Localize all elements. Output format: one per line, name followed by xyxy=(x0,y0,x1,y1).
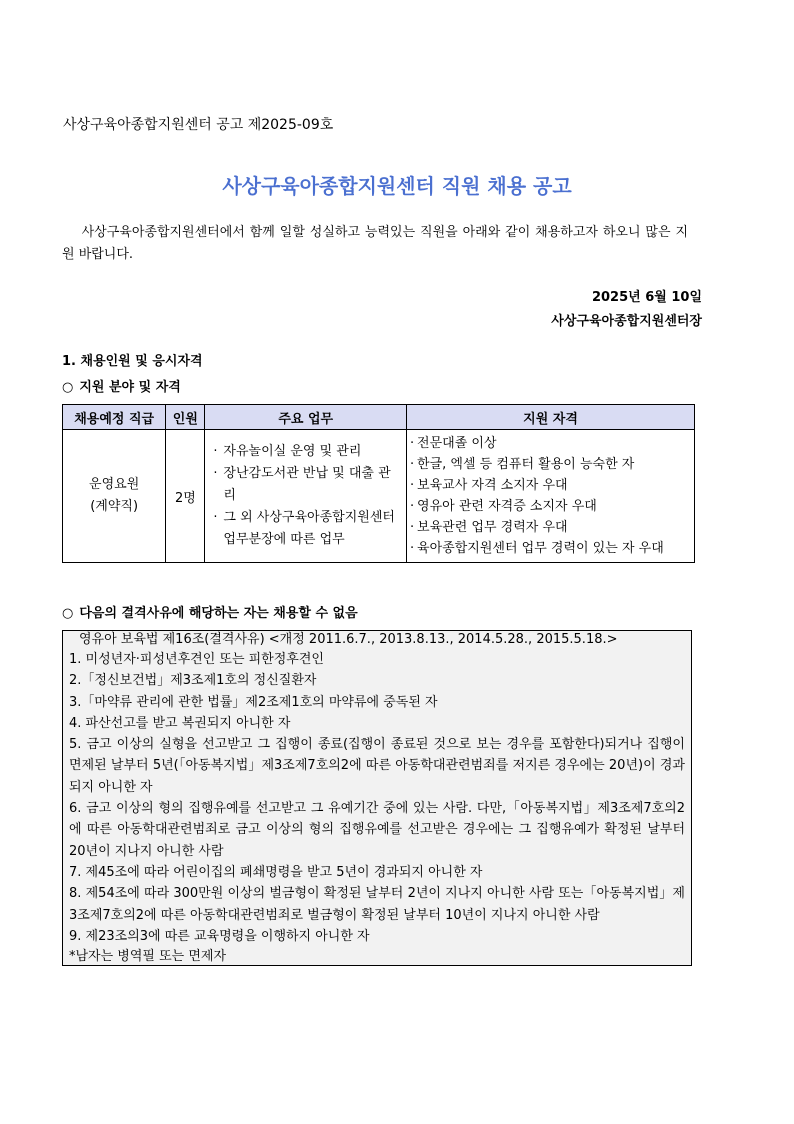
qualification-item: · 영유아 관련 자격증 소지자 우대 xyxy=(407,496,690,517)
subheading-text: 지원 분야 및 자격 xyxy=(79,380,181,395)
circle-bullet: ○ xyxy=(62,380,74,395)
column-header: 지원 자격 xyxy=(407,405,695,430)
column-header: 주요 업무 xyxy=(205,405,407,430)
qualification-item: · 한글, 엑셀 등 컴퓨터 활용이 능숙한 자 xyxy=(407,454,690,475)
qualification-item: · 전문대졸 이상 xyxy=(407,433,690,454)
task-item: · 장난감도서관 반납 및 대출 관리 xyxy=(207,463,400,507)
subheading xyxy=(62,376,181,395)
disqualification-box xyxy=(62,630,692,966)
column-header: 채용예정 직급 xyxy=(63,405,166,430)
law-header: 영유아 보육법 제16조(결격사유) <개정 2011.6.7., 2013.8.13., 2014.5.28., 2015.5.18.> xyxy=(79,632,618,647)
list-item: 5. 금고 이상의 실형을 선고받고 그 집행이 종료(집행이 종료된 것으로 보는 경우를 포함한다)되거나 집행이 면제된 날부터 5년(「아동복지법」제3조제7호의2에 따른 아동학대관련범죄를 저지른 경우에는 20년)이 경과되지 아니한 자 xyxy=(69,737,685,795)
headcount-cell: 2명 xyxy=(166,430,205,563)
list-item: 3.「마약류 관리에 관한 법률」제2조제1호의 마약류에 중독된 자 xyxy=(69,694,438,710)
position-cell xyxy=(63,430,166,563)
table-row xyxy=(63,430,695,563)
position-title: 운영요원 xyxy=(89,477,140,492)
page-title: 사상구육아종합지원센터 직원 채용 공고 xyxy=(222,174,572,198)
list-item: 9. 제23조의3에 따른 교육명령을 이행하지 아니한 자 xyxy=(69,928,370,944)
list-item: 2.「정신보건법」제3조제1호의 정신질환자 xyxy=(69,673,317,689)
notice-number: 사상구육아종합지원센터 공고 제2025-09호 xyxy=(63,117,334,133)
date-block xyxy=(551,286,702,334)
task-item: · 그 외 사상구육아종합지원센터 업무분장에 따른 업무 xyxy=(207,507,400,551)
circle-bullet: ○ xyxy=(62,606,74,621)
issuer: 사상구육아종합지원센터장 xyxy=(551,314,702,329)
task-item: · 자유놀이실 운영 및 관리 xyxy=(207,441,400,463)
military-note: *남자는 병역필 또는 면제자 xyxy=(69,949,227,965)
qualification-item: · 보육교사 자격 소지자 우대 xyxy=(407,475,690,496)
qualification-item: · 육아종합지원센터 업무 경력이 있는 자 우대 xyxy=(407,538,690,559)
qualifications-cell xyxy=(407,430,695,563)
intro-paragraph xyxy=(62,222,688,266)
column-header: 인원 xyxy=(166,405,205,430)
intro-text: 사상구육아종합지원센터에서 함께 일할 성실하고 능력있는 직원을 아래와 같이 채용하고자 하오니 많은 지원 바랍니다. xyxy=(62,225,689,262)
task-list xyxy=(205,435,406,557)
list-item: 6. 금고 이상의 형의 집행유예를 선고받고 그 유예기간 중에 있는 사람. 다만,「아동복지법」제3조제7호의2에 따른 아동학대관련범죄로 금고 이상의 형의 집행유예를 선고받은 경우에는 그 집행유예가 확정된 날부터 20년이 지나지 아니한 사람 xyxy=(69,801,685,859)
disqualification-heading-text: 다음의 결격사유에 해당하는 자는 채용할 수 없음 xyxy=(79,606,358,621)
list-item: 4. 파산선고를 받고 복권되지 아니한 자 xyxy=(69,715,291,731)
qualification-list xyxy=(407,430,694,562)
list-item: 8. 제54조에 따라 300만원 이상의 벌금형이 확정된 날부터 2년이 지나지 아니한 사람 또는「아동복지법」제3조제7호의2에 따른 아동학대관련범죄로 벌금형이 확정된 날부터 10년이 지나지 아니한 사람 xyxy=(69,886,685,923)
list-item: 1. 미성년자·피성년후견인 또는 피한정후견인 xyxy=(69,652,324,667)
table-header-row xyxy=(63,405,695,430)
notice-date: 2025년 6월 10일 xyxy=(591,290,702,305)
qualification-item: · 보육관련 업무 경력자 우대 xyxy=(407,517,690,538)
disqualification-heading xyxy=(62,602,358,621)
position-type: (계약직) xyxy=(90,499,139,514)
recruitment-table xyxy=(62,404,695,563)
list-item: 7. 제45조에 따라 어린이집의 폐쇄명령을 받고 5년이 경과되지 아니한 자 xyxy=(69,864,483,880)
section-heading: 1. 채용인원 및 응시자격 xyxy=(62,354,203,369)
disqualification-list xyxy=(69,649,685,947)
tasks-cell xyxy=(205,430,407,563)
